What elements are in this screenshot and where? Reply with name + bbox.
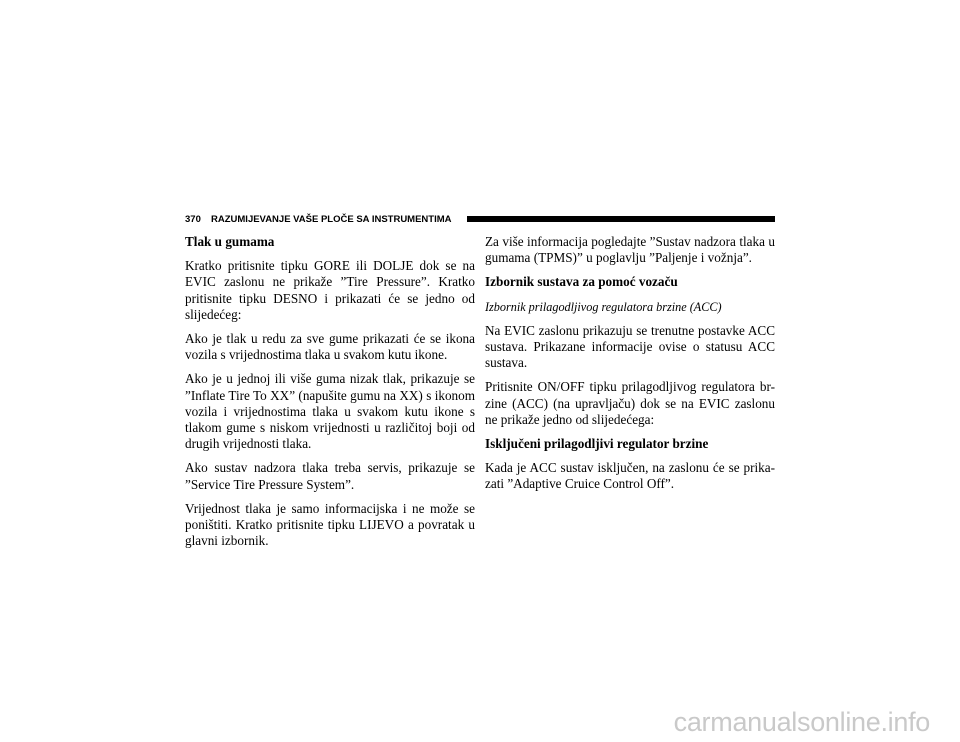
heading-tire-pressure: Tlak u gumama bbox=[185, 234, 275, 249]
heading-acc-off: Isključeni prilagodljivi regulator brzine bbox=[485, 436, 709, 452]
heading-driver-assist-menu: Izbornik sustava za pomoć vozaču bbox=[485, 274, 678, 290]
watermark: carmanualsonline.info bbox=[673, 707, 930, 737]
paragraph: Na EVIC zaslonu prikazuju se trenutne postavke ACC sustava. Prikazane informacije ovise o statusu ACC sustava. bbox=[485, 322, 775, 371]
paragraph: Pritisnite ON/OFF tipku prilagodljivog regulatora br-zine (ACC) (na upravljaču) dok se na EVIC zaslonu ne prikaže jedno od slijedećega: bbox=[485, 379, 775, 427]
paragraph: Kratko pritisnite tipku GORE ili DOLJE dok se na EVIC zaslonu ne prikaže ”Tire Pressure”. Kratko pritisnite tipku DESNO i prikazati će se jedno od slijedećeg: bbox=[185, 258, 475, 322]
right-column bbox=[485, 234, 775, 501]
page-number: 370 bbox=[185, 214, 201, 225]
paragraph: Ako sustav nadzora tlaka treba servis, prikazuje se ”Service Tire Pressure System”. bbox=[185, 460, 475, 492]
paragraph: Ako je u jednoj ili više guma nizak tlak, prikazuje se ”Inflate Tire To XX” (napušite gumu na XX) s ikonom vozila i vrijednostima tlaka u svakom kutu ikone s tlakom gume s niskom vrijednosti u različitoj boji od drugih vrijednosti tlaka. bbox=[185, 371, 475, 452]
page-header bbox=[185, 214, 775, 230]
left-column bbox=[185, 234, 475, 557]
paragraph: Ako je tlak u redu za sve gume prikazati će se ikona vozila s vrijednostima tlaka u svakom kutu ikone. bbox=[185, 331, 475, 363]
section-title: RAZUMIJEVANJE VAŠE PLOČE SA INSTRUMENTIMA bbox=[211, 214, 452, 225]
header-rule bbox=[467, 216, 775, 222]
paragraph: Vrijednost tlaka je samo informacijska i ne može se poništiti. Kratko pritisnite tipku LIJEVO a povratak u glavni izbornik. bbox=[185, 500, 475, 549]
paragraph: Kada je ACC sustav isključen, na zaslonu će se prika-zati ”Adaptive Cruice Control Off”. bbox=[485, 460, 775, 492]
subheading-acc-menu: Izbornik prilagodljivog regulatora brzine (ACC) bbox=[485, 299, 722, 314]
paragraph: Za više informacija pogledajte ”Sustav nadzora tlaka u gumama (TPMS)” u poglavlju ”Paljenje i vožnja”. bbox=[485, 234, 775, 266]
